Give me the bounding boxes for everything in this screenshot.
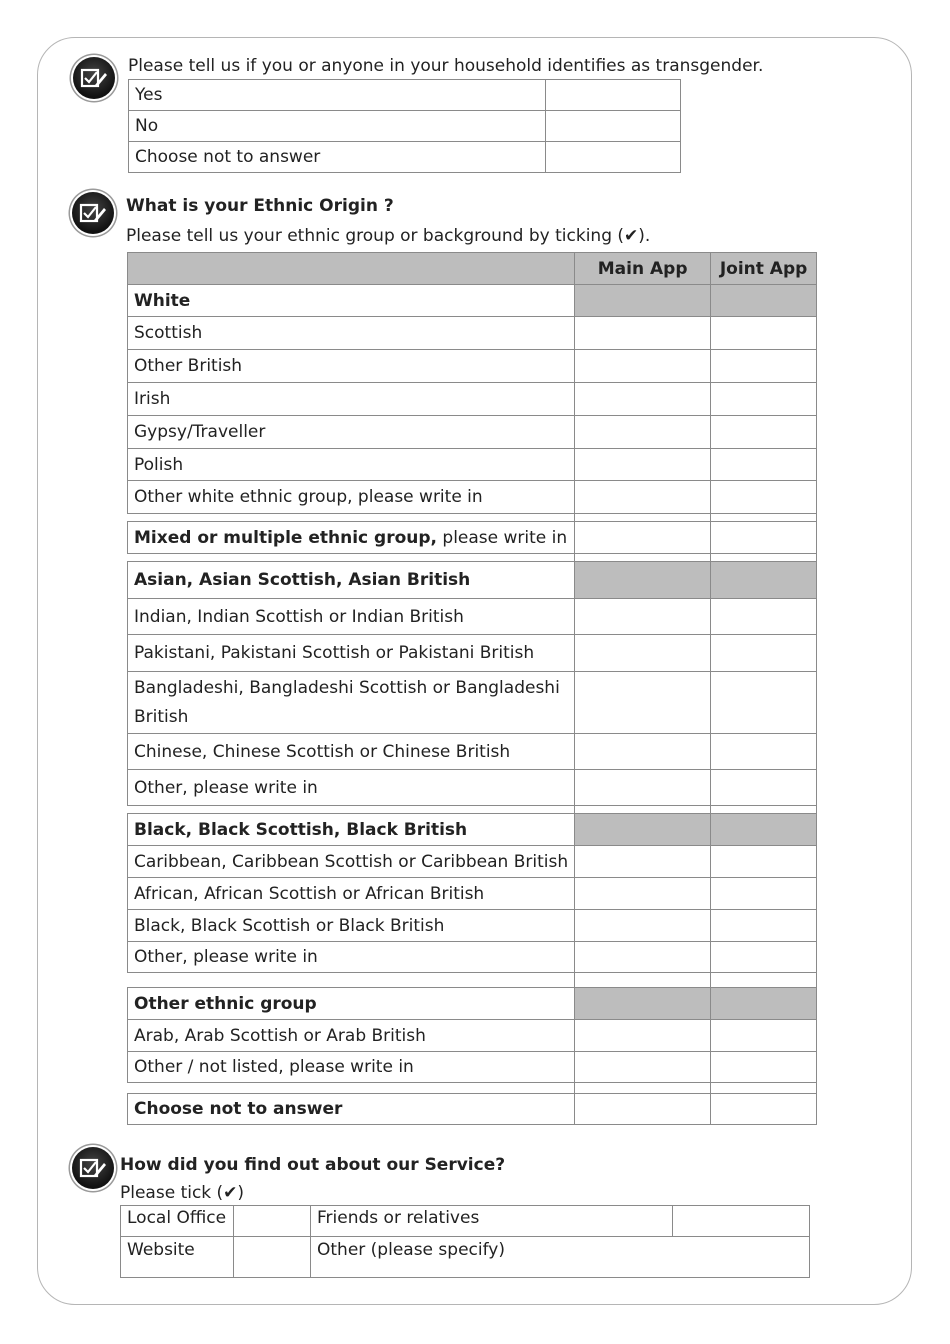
tick-box[interactable]: [546, 142, 681, 173]
other-heading: Other ethnic group: [128, 988, 575, 1020]
service-instruction: Please tick (✔): [120, 1183, 245, 1203]
other-specify-field[interactable]: Other (please specify): [311, 1237, 810, 1278]
ethnic-option: Caribbean, Caribbean Scottish or Caribbean British: [128, 846, 575, 878]
mixed-suffix: please write in: [437, 527, 568, 548]
tick-box[interactable]: [673, 1206, 810, 1237]
ethnic-option: Other, please write in: [128, 770, 575, 806]
tick-box[interactable]: [575, 522, 711, 554]
tick-box[interactable]: [575, 1020, 711, 1052]
tick-box[interactable]: [575, 635, 711, 672]
option-label: Choose not to answer: [129, 142, 546, 173]
tick-box[interactable]: [575, 416, 711, 449]
tick-box[interactable]: [234, 1206, 311, 1237]
tick-box[interactable]: [575, 672, 711, 734]
ethnic-question: What is your Ethnic Origin ?: [126, 196, 394, 216]
tick-box[interactable]: [234, 1237, 311, 1278]
option-label: Yes: [129, 80, 546, 111]
ethnic-instruction: Please tell us your ethnic group or background by ticking (✔).: [126, 226, 651, 246]
tick-box[interactable]: [575, 878, 711, 910]
ethnic-table: [127, 252, 817, 1125]
tick-box[interactable]: [711, 878, 817, 910]
mixed-row-label: [128, 522, 575, 554]
tick-box[interactable]: [711, 1020, 817, 1052]
tick-box[interactable]: [575, 910, 711, 942]
asian-heading: Asian, Asian Scottish, Asian British: [128, 562, 575, 599]
tick-box[interactable]: [711, 672, 817, 734]
main-app-header: Main App: [575, 253, 711, 285]
ethnic-option: Other / not listed, please write in: [128, 1052, 575, 1083]
tick-box[interactable]: [711, 383, 817, 416]
tick-box[interactable]: [575, 449, 711, 481]
tick-box[interactable]: [711, 942, 817, 973]
tick-box[interactable]: [575, 599, 711, 635]
tick-box[interactable]: [711, 1094, 817, 1125]
tick-box[interactable]: [711, 317, 817, 350]
transgender-table: [128, 79, 681, 173]
transgender-question: Please tell us if you or anyone in your household identifies as transgender.: [128, 56, 764, 76]
website-label: Website: [121, 1237, 234, 1278]
joint-app-header: Joint App: [711, 253, 817, 285]
checkbox-pencil-icon: [73, 57, 115, 99]
choose-not-label: Choose not to answer: [128, 1094, 575, 1125]
tick-box[interactable]: [575, 317, 711, 350]
ethnic-option: Other British: [128, 350, 575, 383]
tick-box[interactable]: [711, 770, 817, 806]
tick-box[interactable]: [575, 770, 711, 806]
tick-box[interactable]: [711, 910, 817, 942]
option-label: No: [129, 111, 546, 142]
ethnic-option: African, African Scottish or African British: [128, 878, 575, 910]
ethnic-option: Pakistani, Pakistani Scottish or Pakistani British: [128, 635, 575, 672]
tick-box[interactable]: [711, 1052, 817, 1083]
ethnic-option: Bangladeshi, Bangladeshi Scottish or Bangladeshi British: [128, 672, 575, 734]
local-office-label: Local Office: [121, 1206, 234, 1237]
tick-box[interactable]: [711, 481, 817, 514]
mixed-heading: Mixed or multiple ethnic group,: [134, 527, 437, 548]
tick-box[interactable]: [575, 1052, 711, 1083]
tick-box[interactable]: [575, 1094, 711, 1125]
service-table: [120, 1205, 810, 1278]
tick-box[interactable]: [575, 481, 711, 514]
checkbox-pencil-icon: [72, 1147, 114, 1189]
tick-box[interactable]: [711, 635, 817, 672]
ethnic-option: Polish: [128, 449, 575, 481]
tick-box[interactable]: [575, 383, 711, 416]
ethnic-option: Arab, Arab Scottish or Arab British: [128, 1020, 575, 1052]
tick-box[interactable]: [711, 350, 817, 383]
tick-box[interactable]: [711, 599, 817, 635]
tick-box[interactable]: [711, 416, 817, 449]
tick-box[interactable]: [575, 942, 711, 973]
ethnic-option: Other white ethnic group, please write in: [128, 481, 575, 514]
ethnic-option: Black, Black Scottish or Black British: [128, 910, 575, 942]
tick-box[interactable]: [575, 350, 711, 383]
ethnic-option: Chinese, Chinese Scottish or Chinese British: [128, 734, 575, 770]
tick-box[interactable]: [575, 734, 711, 770]
tick-box[interactable]: [711, 734, 817, 770]
ethnic-option: Gypsy/Traveller: [128, 416, 575, 449]
tick-box[interactable]: [711, 522, 817, 554]
tick-box[interactable]: [711, 846, 817, 878]
tick-box[interactable]: [546, 80, 681, 111]
ethnic-option: Indian, Indian Scottish or Indian British: [128, 599, 575, 635]
friends-label: Friends or relatives: [311, 1206, 673, 1237]
ethnic-option: Scottish: [128, 317, 575, 350]
tick-box[interactable]: [575, 846, 711, 878]
ethnic-option: Other, please write in: [128, 942, 575, 973]
black-heading: Black, Black Scottish, Black British: [128, 814, 575, 846]
tick-box[interactable]: [546, 111, 681, 142]
white-heading: White: [128, 285, 575, 317]
service-question: How did you find out about our Service?: [120, 1155, 506, 1175]
checkbox-pencil-icon: [72, 192, 114, 234]
ethnic-option: Irish: [128, 383, 575, 416]
tick-box[interactable]: [711, 449, 817, 481]
